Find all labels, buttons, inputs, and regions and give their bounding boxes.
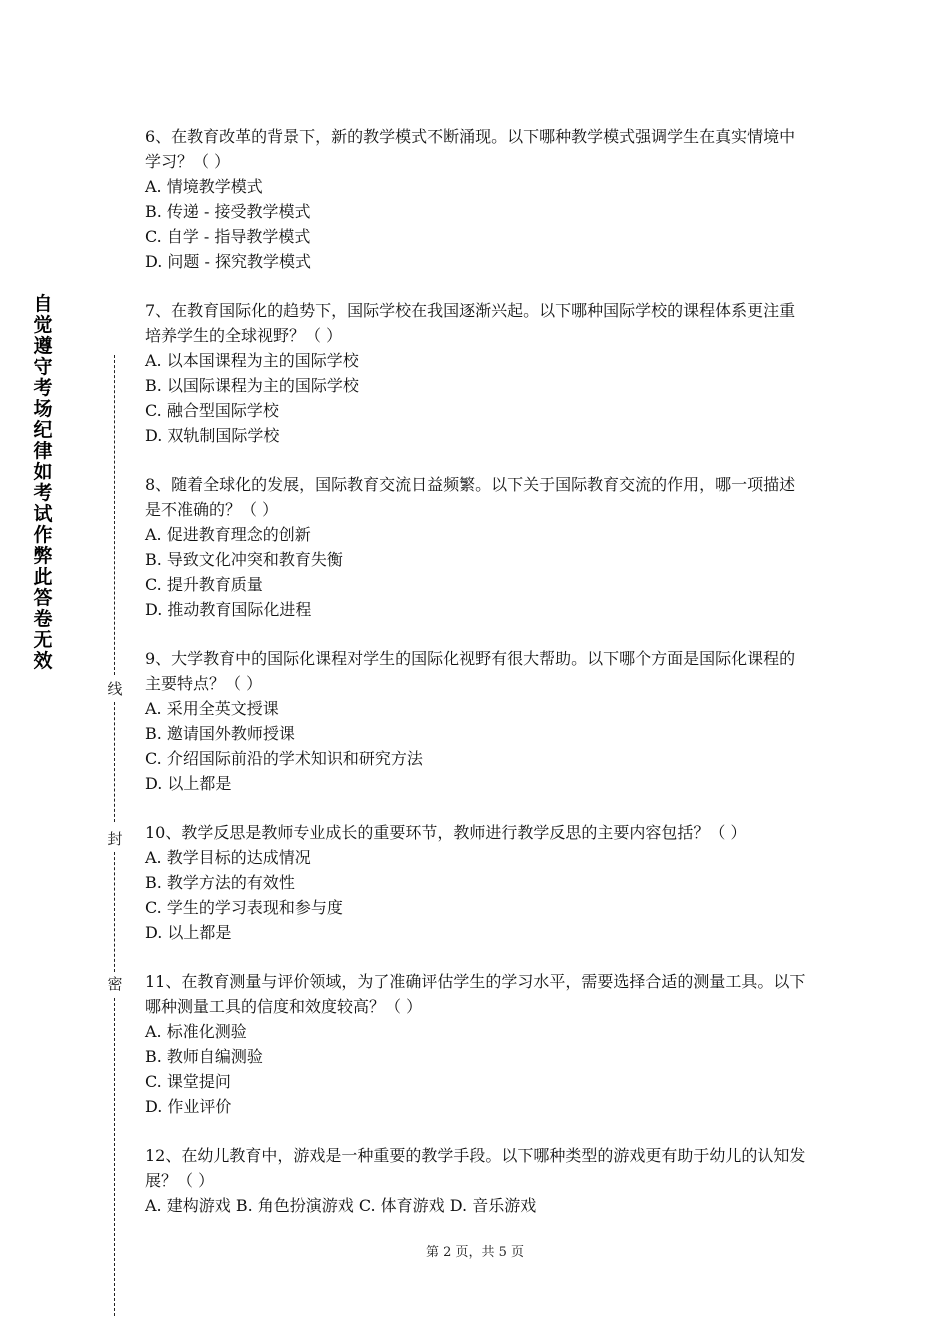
question-stem: 7、在教育国际化的趋势下，国际学校在我国逐渐兴起。以下哪种国际学校的课程体系更注重培养学生的全球视野？（ ） — [145, 301, 796, 345]
option-a: A. 标准化测验 — [145, 1022, 247, 1041]
question-stem: 6、在教育改革的背景下，新的教学模式不断涌现。以下哪种教学模式强调学生在真实情境中学习？（ ） — [145, 127, 796, 171]
question-list — [145, 124, 810, 1218]
option-b: B. 教师自编测验 — [145, 1047, 263, 1066]
option-b: B. 教学方法的有效性 — [145, 873, 295, 892]
binding-label-feng: 封 — [107, 830, 123, 848]
question-7 — [145, 298, 810, 448]
option-b: B. 导致文化冲突和教育失衡 — [145, 550, 343, 569]
question-11 — [145, 969, 810, 1119]
option-d: D. 推动教育国际化进程 — [145, 600, 312, 619]
question-12 — [145, 1143, 810, 1218]
binding-dashed-line — [114, 702, 115, 822]
option-d: D. 作业评价 — [145, 1097, 232, 1116]
option-d: D. 双轨制国际学校 — [145, 426, 280, 445]
option-a: A. 以本国课程为主的国际学校 — [145, 351, 359, 370]
option-d: D. 问题 - 探究教学模式 — [145, 252, 312, 271]
question-6 — [145, 124, 810, 274]
option-a: A. 教学目标的达成情况 — [145, 848, 311, 867]
option-a: A. 采用全英文授课 — [145, 699, 279, 718]
exam-discipline-notice: 自觉遵守考场纪律如考试作弊此答卷无效 — [33, 293, 53, 672]
option-row: A. 建构游戏 B. 角色扮演游戏 C. 体育游戏 D. 音乐游戏 — [145, 1196, 537, 1215]
binding-dashed-line — [114, 355, 115, 675]
binding-dashed-line — [114, 998, 115, 1316]
page-number: 第 2 页，共 5 页 — [425, 1245, 525, 1260]
option-a: A. 促进教育理念的创新 — [145, 525, 311, 544]
binding-label-xian: 线 — [107, 680, 123, 698]
option-c: C. 课堂提问 — [145, 1072, 231, 1091]
option-d: D. 以上都是 — [145, 774, 232, 793]
question-stem: 12、在幼儿教育中，游戏是一种重要的教学手段。以下哪种类型的游戏更有助于幼儿的认知发展？（ ） — [145, 1146, 806, 1190]
question-stem: 9、大学教育中的国际化课程对学生的国际化视野有很大帮助。以下哪个方面是国际化课程的主要特点？（ ） — [145, 649, 796, 693]
option-b: B. 邀请国外教师授课 — [145, 724, 295, 743]
question-9 — [145, 646, 810, 796]
question-8 — [145, 472, 810, 622]
binding-label-mi: 密 — [107, 975, 123, 993]
option-c: C. 提升教育质量 — [145, 575, 263, 594]
question-10 — [145, 820, 810, 945]
option-c: C. 自学 - 指导教学模式 — [145, 227, 311, 246]
option-b: B. 以国际课程为主的国际学校 — [145, 376, 359, 395]
option-c: C. 学生的学习表现和参与度 — [145, 898, 343, 917]
binding-dashed-line — [114, 852, 115, 972]
question-stem: 8、随着全球化的发展，国际教育交流日益频繁。以下关于国际教育交流的作用，哪一项描述是不准确的？（ ） — [145, 475, 796, 519]
question-stem: 11、在教育测量与评价领域，为了准确评估学生的学习水平，需要选择合适的测量工具。以下哪种测量工具的信度和效度较高？（ ） — [145, 972, 806, 1016]
question-stem: 10、教学反思是教师专业成长的重要环节，教师进行教学反思的主要内容包括？（ ） — [145, 823, 747, 842]
option-b: B. 传递 - 接受教学模式 — [145, 202, 311, 221]
option-c: C. 介绍国际前沿的学术知识和研究方法 — [145, 749, 423, 768]
option-d: D. 以上都是 — [145, 923, 232, 942]
option-c: C. 融合型国际学校 — [145, 401, 279, 420]
option-a: A. 情境教学模式 — [145, 177, 263, 196]
